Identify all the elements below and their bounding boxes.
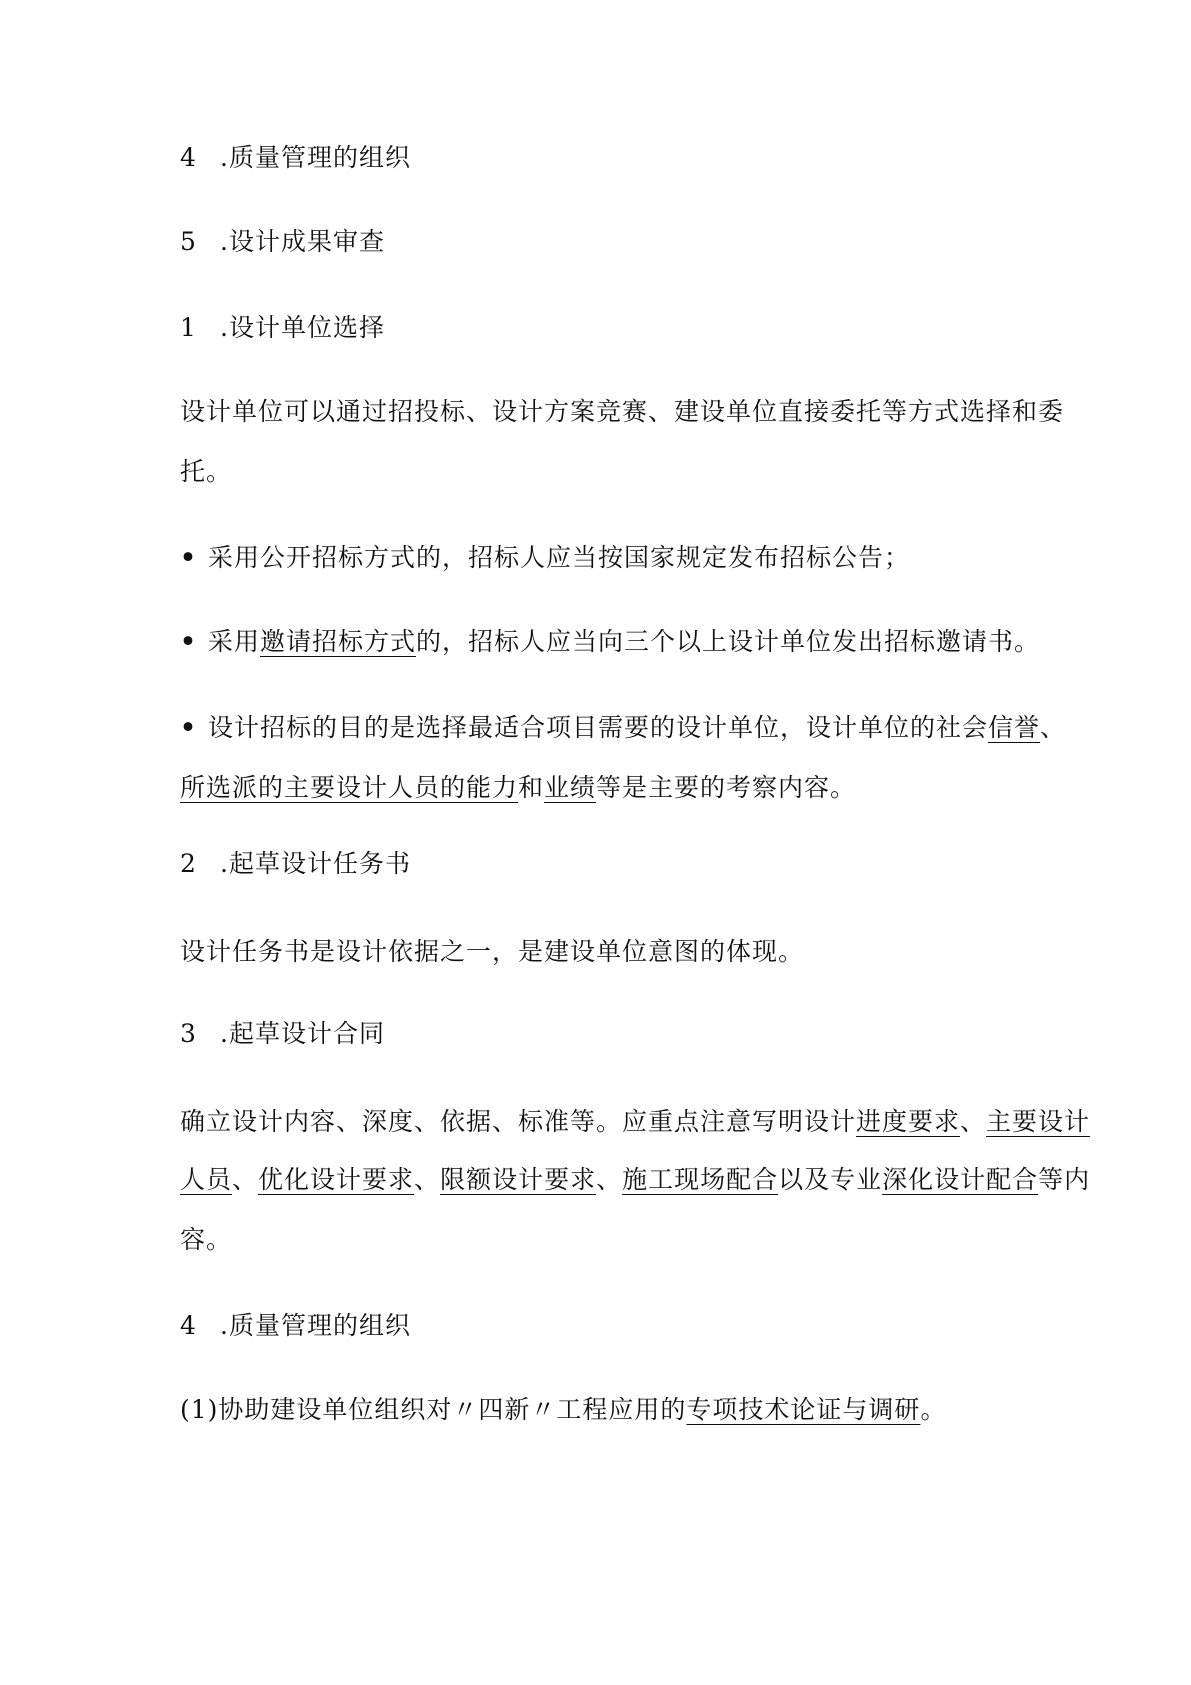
bullet-tender-purpose-line2: 所选派的主要设计人员的能力和业绩等是主要的考察内容。 xyxy=(180,773,857,802)
paragraph-selection-line2: 托。 xyxy=(180,457,233,486)
heading-quality-management: 4 .质量管理的组织 xyxy=(180,143,411,172)
heading-quality-management-2: 4 .质量管理的组织 xyxy=(180,1311,411,1340)
paragraph-contract-line3: 容。 xyxy=(180,1225,233,1254)
heading-draft-task-book: 2 .起草设计任务书 xyxy=(180,849,411,878)
heading-draft-contract: 3 .起草设计合同 xyxy=(180,1019,385,1048)
paragraph-selection-line1: 设计单位可以通过招投标、设计方案竞赛、建设单位直接委托等方式选择和委 xyxy=(180,397,1065,426)
heading-design-unit-selection: 1 .设计单位选择 xyxy=(180,313,385,342)
bullet-tender-purpose-line1: • 设计招标的目的是选择最适合项目需要的设计单位，设计单位的社会信誉、 xyxy=(180,713,1067,742)
paragraph-four-new: (1)协助建设单位组织对〃四新〃工程应用的专项技术论证与调研。 xyxy=(180,1395,947,1424)
paragraph-contract-line1: 确立设计内容、深度、依据、标准等。应重点注意写明设计进度要求、主要设计 xyxy=(180,1107,1091,1136)
paragraph-contract-line2: 人员、优化设计要求、限额设计要求、施工现场配合以及专业深化设计配合等内 xyxy=(180,1165,1091,1194)
heading-design-review: 5 .设计成果审查 xyxy=(180,227,385,256)
bullet-open-tender: • 采用公开招标方式的，招标人应当按国家规定发布招标公告； xyxy=(180,543,911,572)
paragraph-task-book: 设计任务书是设计依据之一，是建设单位意图的体现。 xyxy=(180,937,805,966)
bullet-invited-tender: • 采用邀请招标方式的，招标人应当向三个以上设计单位发出招标邀请书。 xyxy=(180,627,1041,656)
